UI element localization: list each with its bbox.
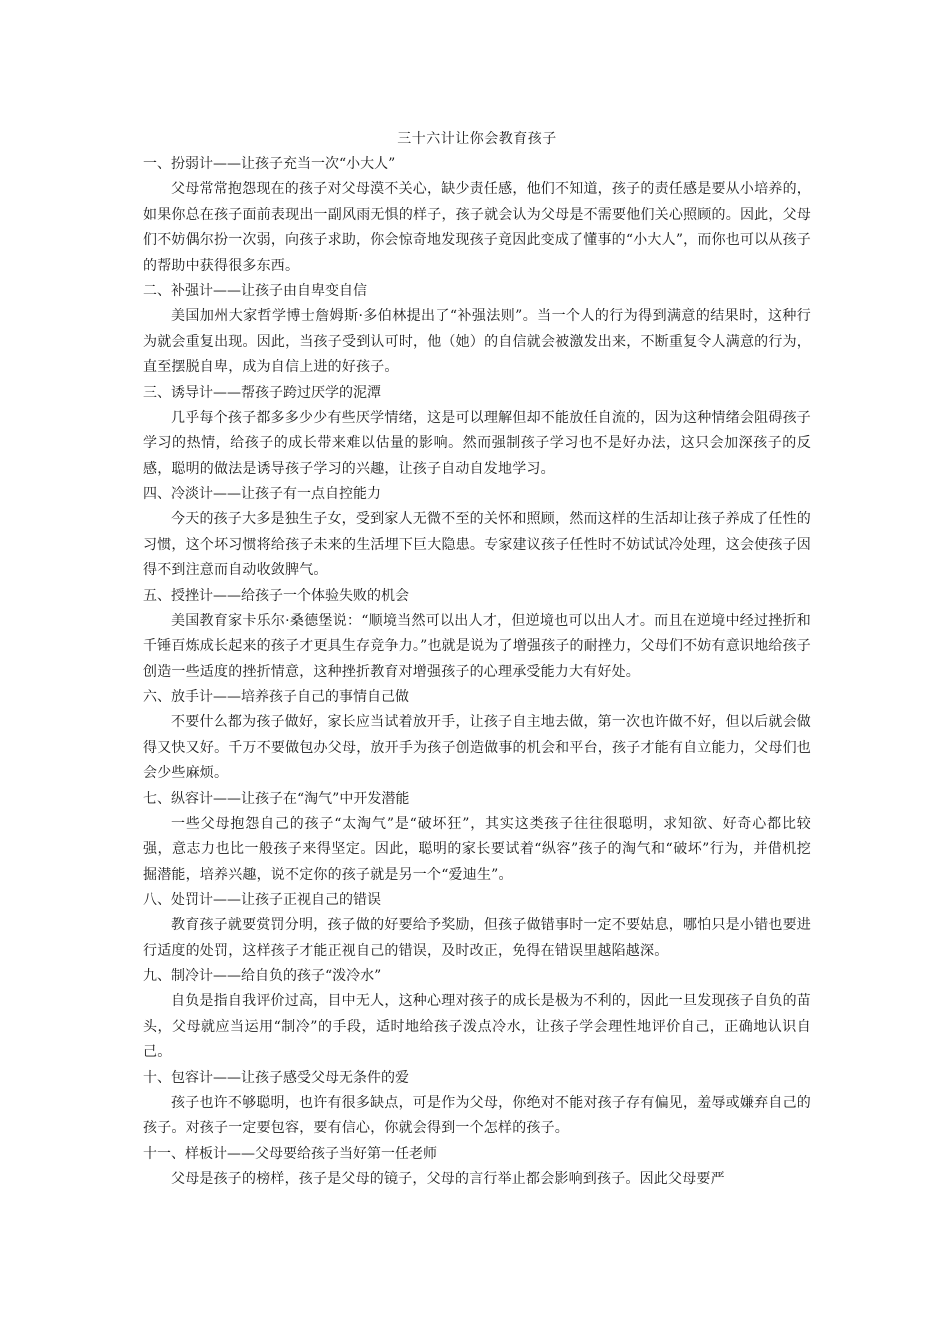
section-paragraph: 孩子也许不够聪明，也许有很多缺点，可是作为父母，你绝对不能对孩子存有偏见，羞辱或嫌弃自己的孩子。对孩子一定要包容，要有信心，你就会得到一个怎样的孩子。 [143,1094,811,1136]
section-paragraph: 父母常常抱怨现在的孩子对父母漠不关心，缺少责任感，他们不知道，孩子的责任感是要从小培养的，如果你总在孩子面前表现出一副风雨无惧的样子，孩子就会认为父母是不需要他们关心照顾的。因此，父母们不妨偶尔扮一次弱，向孩子求助，你会惊奇地发现孩子竟因此变成了懂事的“小大人”，而你也可以从孩子的帮助中获得很多东西。 [143,181,811,274]
section-heading: 六、放手计——培养孩子自己的事情自己做 [143,689,409,705]
section-6 [143,685,811,787]
section-heading: 一、扮弱计——让孩子充当一次“小大人” [143,156,396,172]
section-heading: 八、处罚计——让孩子正视自己的错误 [143,892,381,908]
section-2 [143,279,811,381]
section-heading: 十、包容计——让孩子感受父母无条件的爱 [143,1069,409,1086]
section-10 [143,1066,811,1142]
section-11 [143,1142,811,1193]
section-9 [143,964,811,1066]
section-paragraph: 一些父母抱怨自己的孩子“太淘气”是“破坏狂”，其实这类孩子往往很聪明，求知欲、好奇心都比较强，意志力也比一般孩子来得坚定。因此，聪明的家长要试着“纵容”孩子的淘气和“破坏”行为，并借机挖掘潜能，培养兴趣，说不定你的孩子就是另一个“爱迪生”。 [143,815,811,883]
section-paragraph: 不要什么都为孩子做好，家长应当试着放开手，让孩子自主地去做，第一次也许做不好，但以后就会做得又快又好。千万不要做包办父母，放开手为孩子创造做事的机会和平台，孩子才能有自立能力，父母们也会少些麻烦。 [143,714,811,781]
document-content [143,126,811,1192]
section-3 [143,381,811,483]
section-paragraph: 几乎每个孩子都多多少少有些厌学情绪，这是可以理解但却不能放任自流的，因为这种情绪会阻碍孩子学习的热情，给孩子的成长带来难以估量的影响。然而强制孩子学习也不是好办法，这只会加深孩子的反感，聪明的做法是诱导孩子学习的兴趣，让孩子自动自发地学习。 [143,409,811,477]
section-heading: 五、授挫计——给孩子一个体验失败的机会 [143,587,409,604]
section-8 [143,888,811,964]
section-paragraph: 美国教育家卡乐尔·桑德堡说：“顺境当然可以出人才，但逆境也可以出人才。而且在逆境中经过挫折和千锤百炼成长起来的孩子才更具生存竞争力。”也就是说为了增强孩子的耐挫力，父母们不妨有意识地给孩子创造一些适度的挫折情意，这种挫折教育对增强孩子的心理承受能力大有好处。 [143,612,811,680]
section-paragraph: 教育孩子就要赏罚分明，孩子做的好要给予奖励，但孩子做错事时一定不要姑息，哪怕只是小错也要进行适度的处罚，这样孩子才能正视自己的错误，及时改正，免得在错误里越陷越深。 [143,917,811,959]
section-5 [143,584,811,686]
section-paragraph: 父母是孩子的榜样，孩子是父母的镜子，父母的言行举止都会影响到孩子。因此父母要严 [171,1170,725,1187]
section-paragraph: 美国加州大家哲学博士詹姆斯·多伯林提出了“补强法则”。当一个人的行为得到满意的结果时，这种行为就会重复出现。因此，当孩子受到认可时，他（她）的自信就会被激发出来，不断重复令人满意的行为，直至摆脱自卑，成为自信上进的好孩子。 [143,308,811,375]
section-paragraph: 今天的孩子大多是独生子女，受到家人无微不至的关怀和照顾，然而这样的生活却让孩子养成了任性的习惯，这个坏习惯将给孩子未来的生活埋下巨大隐患。专家建议孩子任性时不妨试试冷处理，这会使孩子因得不到注意而自动收敛脾气。 [143,511,811,578]
section-1 [143,152,811,279]
document-title: 三十六计让你会教育孩子 [397,131,557,147]
section-4 [143,482,811,584]
section-heading: 二、补强计——让孩子由自卑变自信 [143,283,367,299]
section-heading: 十一、样板计——父母要给孩子当好第一任老师 [143,1145,437,1162]
section-heading: 四、冷淡计——让孩子有一点自控能力 [143,486,381,502]
section-heading: 九、制冷计——给自负的孩子“泼冷水” [143,968,382,984]
section-7 [143,787,811,889]
section-heading: 三、诱导计——帮孩子跨过厌学的泥潭 [143,384,381,401]
section-heading: 七、纵容计——让孩子在“淘气”中开发潜能 [143,790,410,807]
section-paragraph: 自负是指自我评价过高，目中无人，这种心理对孩子的成长是极为不利的，因此一旦发现孩子自负的苗头，父母就应当运用“制冷”的手段，适时地给孩子泼点冷水，让孩子学会理性地评价自己，正确地认识自己。 [143,993,811,1060]
